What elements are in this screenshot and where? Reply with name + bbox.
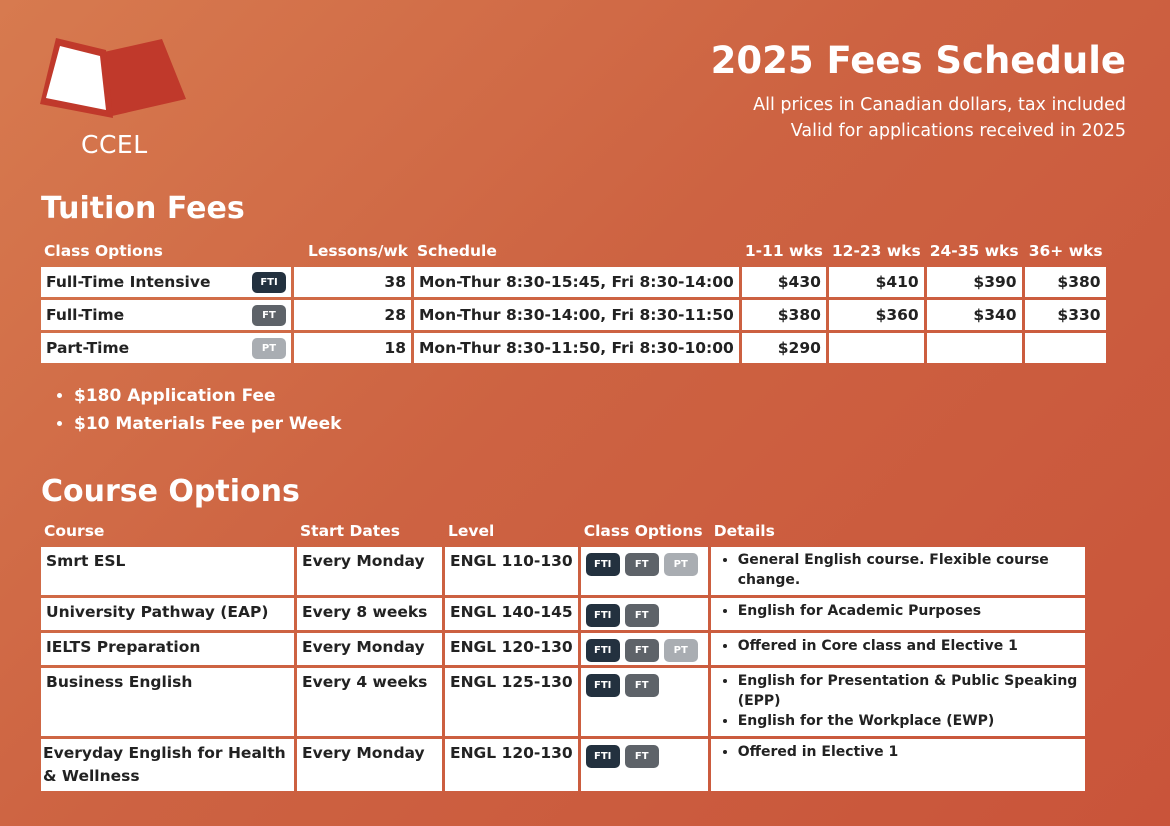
col-1-11-wks: 1-11 wks [744, 241, 823, 260]
col-class-options: Class Options [583, 521, 703, 540]
materials-fee: • $10 Materials Fee per Week [74, 410, 341, 438]
level: ENGL 120-130 [445, 739, 578, 791]
ft-badge: FT [625, 604, 659, 627]
fees-list [48, 382, 341, 438]
col-details: Details [713, 521, 775, 540]
pt-badge: PT [664, 639, 698, 662]
price-cell: $340 [927, 300, 1022, 330]
course-name: Business English [41, 668, 294, 736]
class-option-cell [41, 333, 291, 363]
page-header [711, 38, 1126, 144]
pt-badge: PT [252, 338, 286, 359]
price-cell [927, 333, 1022, 363]
price-cell: $430 [742, 267, 826, 297]
tuition-section-title: Tuition Fees [41, 191, 245, 226]
ccel-logo [36, 34, 192, 162]
subtitle-validity: Valid for applications received in 2025 [790, 121, 1126, 141]
col-schedule: Schedule [417, 241, 497, 260]
class-option-name: Full-Time Intensive [46, 272, 211, 291]
start-dates: Every Monday [297, 633, 442, 665]
application-fee: • $180 Application Fee [74, 382, 341, 410]
class-options-badges [581, 668, 708, 736]
fti-badge: FTI [586, 639, 620, 662]
detail-item: • English for Presentation & Public Speaking (EPP) [738, 671, 1080, 711]
col-36-plus-wks: 36+ wks [1028, 241, 1103, 260]
table-row [41, 547, 1085, 595]
col-24-35-wks: 24-35 wks [929, 241, 1019, 260]
details-cell [711, 633, 1085, 665]
col-level: Level [448, 521, 495, 540]
start-dates: Every 8 weeks [297, 598, 442, 630]
price-cell: $360 [829, 300, 924, 330]
class-option-cell [41, 300, 291, 330]
class-options-badges [581, 739, 708, 791]
price-cell: $380 [742, 300, 826, 330]
subtitle-currency: All prices in Canadian dollars, tax included [753, 95, 1126, 115]
price-cell: $380 [1025, 267, 1106, 297]
class-options-badges [581, 633, 708, 665]
ft-badge: FT [625, 745, 659, 768]
book-icon [36, 34, 192, 129]
lessons-cell: 18 [294, 333, 411, 363]
schedule-cell: Mon-Thur 8:30-14:00, Fri 8:30-11:50 [414, 300, 739, 330]
tuition-header-row [41, 237, 1106, 264]
course-name: IELTS Preparation [41, 633, 294, 665]
start-dates: Every Monday [297, 739, 442, 791]
detail-item: • General English course. Flexible course change. [738, 550, 1080, 590]
course-section-title: Course Options [41, 474, 300, 509]
detail-item: • Offered in Elective 1 [738, 742, 1080, 762]
class-options-badges [581, 547, 708, 595]
price-cell: $330 [1025, 300, 1106, 330]
ft-badge: FT [625, 674, 659, 697]
level: ENGL 110-130 [445, 547, 578, 595]
price-cell [829, 333, 924, 363]
class-options-badges [581, 598, 708, 630]
class-option-name: Part-Time [46, 338, 130, 357]
detail-item: • Offered in Core class and Elective 1 [738, 636, 1080, 656]
schedule-cell: Mon-Thur 8:30-15:45, Fri 8:30-14:00 [414, 267, 739, 297]
col-course: Course [44, 521, 105, 540]
details-cell [711, 739, 1085, 791]
level: ENGL 140-145 [445, 598, 578, 630]
table-row [41, 668, 1085, 736]
fti-badge: FTI [586, 745, 620, 768]
price-cell [1025, 333, 1106, 363]
col-class-options: Class Options [44, 241, 163, 260]
details-cell [711, 668, 1085, 736]
price-cell: $390 [927, 267, 1022, 297]
course-name: Smrt ESL [41, 547, 294, 595]
tuition-table [38, 234, 1109, 366]
col-12-23-wks: 12-23 wks [831, 241, 921, 260]
table-row [41, 633, 1085, 665]
detail-item: • English for Academic Purposes [738, 601, 1080, 621]
class-option-cell [41, 267, 291, 297]
pt-badge: PT [664, 553, 698, 576]
fti-badge: FTI [586, 604, 620, 627]
lessons-cell: 38 [294, 267, 411, 297]
course-name: Everyday English for Health & Wellness [41, 739, 294, 791]
class-option-name: Full-Time [46, 305, 125, 324]
table-row [41, 333, 1106, 363]
table-row [41, 598, 1085, 630]
schedule-cell: Mon-Thur 8:30-11:50, Fri 8:30-10:00 [414, 333, 739, 363]
ft-badge: FT [625, 639, 659, 662]
level: ENGL 120-130 [445, 633, 578, 665]
col-start-dates: Start Dates [300, 521, 400, 540]
start-dates: Every 4 weeks [297, 668, 442, 736]
price-cell: $410 [829, 267, 924, 297]
ft-badge: FT [252, 305, 286, 326]
table-row [41, 300, 1106, 330]
fti-badge: FTI [586, 674, 620, 697]
course-header-row [41, 517, 1085, 544]
lessons-cell: 28 [294, 300, 411, 330]
page-subtitle [711, 92, 1126, 144]
logo-text: CCEL [81, 130, 148, 159]
details-cell [711, 598, 1085, 630]
col-lessons: Lessons/wk [307, 241, 408, 260]
fti-badge: FTI [252, 272, 286, 293]
course-table [38, 514, 1088, 794]
page-title: 2025 Fees Schedule [710, 39, 1126, 82]
fti-badge: FTI [586, 553, 620, 576]
course-name: University Pathway (EAP) [41, 598, 294, 630]
level: ENGL 125-130 [445, 668, 578, 736]
details-cell [711, 547, 1085, 595]
table-row [41, 739, 1085, 791]
detail-item: • English for the Workplace (EWP) [738, 711, 1080, 731]
start-dates: Every Monday [297, 547, 442, 595]
table-row [41, 267, 1106, 297]
ft-badge: FT [625, 553, 659, 576]
price-cell: $290 [742, 333, 826, 363]
